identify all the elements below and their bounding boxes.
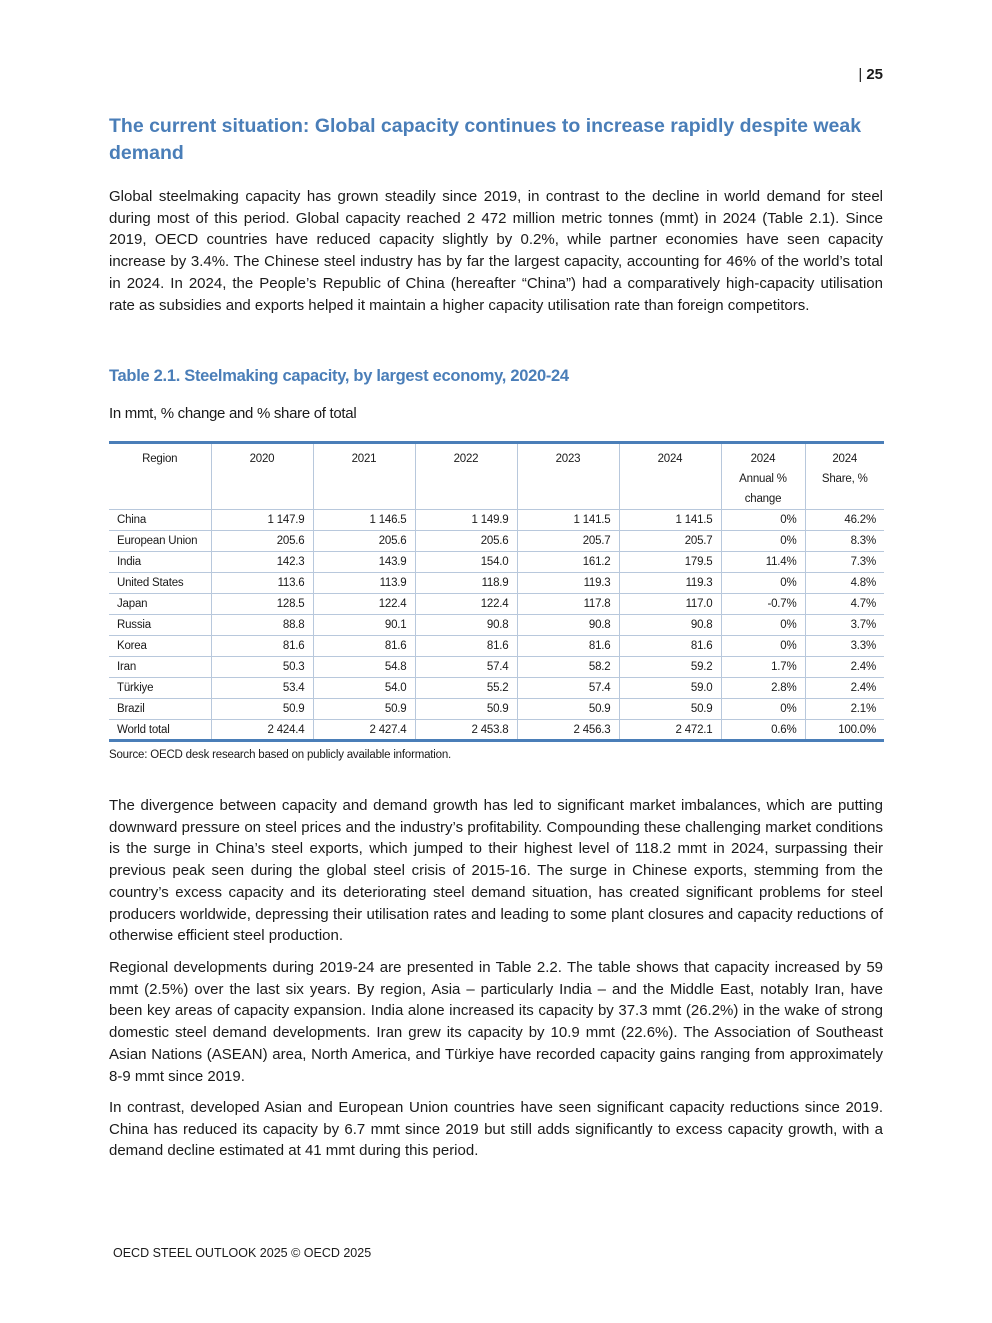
column-header: 2022 [415,443,517,510]
table-row-label: Iran [109,657,211,678]
table-cell: 57.4 [415,657,517,678]
column-header: 2024 Share, % [805,443,884,510]
table-row [109,531,884,552]
table-row [109,678,884,699]
column-header: 2021 [313,443,415,510]
table-cell: 1 146.5 [313,510,415,531]
table-cell: 4.7% [805,594,884,615]
footer: OECD STEEL OUTLOOK 2025 © OECD 2025 [113,1246,372,1260]
table-cell: 128.5 [211,594,313,615]
table-cell: 2.4% [805,678,884,699]
table-cell: 0% [721,531,805,552]
table-cell: 81.6 [517,636,619,657]
table-row-label: Russia [109,615,211,636]
table-row [109,699,884,720]
table-cell: 117.0 [619,594,721,615]
table-header-row [109,443,884,510]
table-cell: 1 147.9 [211,510,313,531]
table-cell: 0% [721,510,805,531]
table-row-label: Türkiye [109,678,211,699]
table-cell: 154.0 [415,552,517,573]
table-cell: 179.5 [619,552,721,573]
table-cell: 55.2 [415,678,517,699]
table-cell: 59.2 [619,657,721,678]
table-cell: 2.4% [805,657,884,678]
table-cell: 46.2% [805,510,884,531]
table-cell: 113.6 [211,573,313,594]
table-cell: 2 472.1 [619,720,721,741]
table-cell: 90.1 [313,615,415,636]
table-cell: 50.9 [415,699,517,720]
table-cell: 118.9 [415,573,517,594]
table-cell: 122.4 [415,594,517,615]
column-header: Region [109,443,211,510]
page-number: | 25 [858,66,883,83]
table-cell: 0% [721,615,805,636]
table-cell: 2 424.4 [211,720,313,741]
table-cell: 113.9 [313,573,415,594]
table-cell: 54.0 [313,678,415,699]
table-cell: 58.2 [517,657,619,678]
paragraph-divergence: The divergence between capacity and demand growth has led to significant market imbalances, which are putting downward pressure on steel prices and the industry’s profitability. Compounding these challenging market conditions is the surge in China’s steel exports, which jumped to their highest level of 118.2 mmt in 2024, surpassing their previous peak seen during the global steel crisis of 2015-16. The surge in Chinese exports, stemming from the country’s excess capacity and its deteriorating steel demand situation, has created significant problems for steel producers worldwide, depressing their utilisation rates and leading to some plant closures and capacity reductions of otherwise efficient steel production. [109,797,883,945]
table-cell: 90.8 [415,615,517,636]
paragraph-contrast: In contrast, developed Asian and European Union countries have seen significant capacity reductions since 2019. China has reduced its capacity by 6.7 mmt since 2019 but still adds significantly to excess capacity growth, with a demand decline estimated at 41 mmt during this period. [109,1099,883,1160]
table-cell: 1 141.5 [619,510,721,531]
paragraph-intro: Global steelmaking capacity has grown steadily since 2019, in contrast to the decline in world demand for steel during most of this period. Global capacity reached 2 472 million metric tonnes (mmt) in 2024 (Table 2.1). Since 2019, OECD countries have reduced capacity slightly by 0.2%, while partner economies have seen capacity increase by 3.4%. The Chinese steel industry has by far the largest capacity, accounting for 46% of the world’s total in 2024. In 2024, the People’s Republic of China (hereafter “China”) had a comparatively high-capacity utilisation rate as subsidies and exports helped it maintain a higher capacity utilisation rate than foreign competitors. [109,188,883,314]
table-cell: 2 453.8 [415,720,517,741]
table-cell: 2.1% [805,699,884,720]
table-cell: 2.8% [721,678,805,699]
table-cell: 0% [721,636,805,657]
table-cell: 81.6 [619,636,721,657]
table-cell: 54.8 [313,657,415,678]
paragraph-regional: Regional developments during 2019-24 are presented in Table 2.2. The table shows that capacity increased by 59 mmt (2.5%) over the last six years. By region, Asia – particularly India – and the Middle East, notably Iran, have been key areas of capacity expansion. India alone increased its capacity by 37.3 mmt (26.2%) in the wake of strong domestic steel demand developments. Iran grew its capacity by 10.9 mmt (22.6%). The Association of Southeast Asian Nations (ASEAN) area, North America, and Türkiye have recorded capacity gains ranging from approximately 8-9 mmt since 2019. [109,959,883,1085]
table-cell: 205.6 [211,531,313,552]
table-cell: 81.6 [415,636,517,657]
table-row-label: Korea [109,636,211,657]
table-cell: 90.8 [517,615,619,636]
table-cell: 119.3 [517,573,619,594]
table-cell: 161.2 [517,552,619,573]
table-row [109,552,884,573]
table-cell: 205.6 [313,531,415,552]
table-cell: 57.4 [517,678,619,699]
table-cell: 50.3 [211,657,313,678]
table-row-label: European Union [109,531,211,552]
table-row [109,594,884,615]
table-cell: 4.8% [805,573,884,594]
table-row-label: China [109,510,211,531]
table-cell: 117.8 [517,594,619,615]
section-title: The current situation: Global capacity continues to increase rapidly despite weak demand [109,115,862,164]
table-cell: 59.0 [619,678,721,699]
table-cell: 100.0% [805,720,884,741]
table-row [109,510,884,531]
table-cell: 50.9 [517,699,619,720]
table-row-label: India [109,552,211,573]
table-cell: 1.7% [721,657,805,678]
table-cell: 2 456.3 [517,720,619,741]
table-subtitle: In mmt, % change and % share of total [109,405,357,422]
table-row [109,615,884,636]
table-cell: 1 149.9 [415,510,517,531]
table-row [109,636,884,657]
table-cell: 0% [721,699,805,720]
table-cell: 53.4 [211,678,313,699]
table-cell: 0% [721,573,805,594]
table-cell: 81.6 [211,636,313,657]
column-header: 2024 [619,443,721,510]
page-number-value: 25 [866,66,883,83]
table-cell: 143.9 [313,552,415,573]
table-cell: 142.3 [211,552,313,573]
table-cell: 3.3% [805,636,884,657]
table-cell: -0.7% [721,594,805,615]
table-cell: 0.6% [721,720,805,741]
table-cell: 88.8 [211,615,313,636]
table-cell: 50.9 [211,699,313,720]
table-source: Source: OECD desk research based on publicly available information. [109,749,452,761]
table-cell: 122.4 [313,594,415,615]
table-cell: 3.7% [805,615,884,636]
table-cell: 11.4% [721,552,805,573]
table-cell: 7.3% [805,552,884,573]
table-cell: 8.3% [805,531,884,552]
column-header: 2020 [211,443,313,510]
table-cell: 90.8 [619,615,721,636]
table-row-label: United States [109,573,211,594]
table-cell: 2 427.4 [313,720,415,741]
column-header: 2024 Annual % change [721,443,805,510]
table-row [109,720,884,741]
table-row-label: Brazil [109,699,211,720]
table-cell: 119.3 [619,573,721,594]
table-cell: 205.7 [619,531,721,552]
table-cell: 205.7 [517,531,619,552]
table-row [109,573,884,594]
table-row-label: World total [109,720,211,741]
table-title: Table 2.1. Steelmaking capacity, by largest economy, 2020-24 [109,367,569,385]
capacity-table [109,441,884,742]
table-row-label: Japan [109,594,211,615]
table-cell: 1 141.5 [517,510,619,531]
table-row [109,657,884,678]
table-cell: 50.9 [313,699,415,720]
table-cell: 205.6 [415,531,517,552]
table-cell: 81.6 [313,636,415,657]
column-header: 2023 [517,443,619,510]
table-cell: 50.9 [619,699,721,720]
